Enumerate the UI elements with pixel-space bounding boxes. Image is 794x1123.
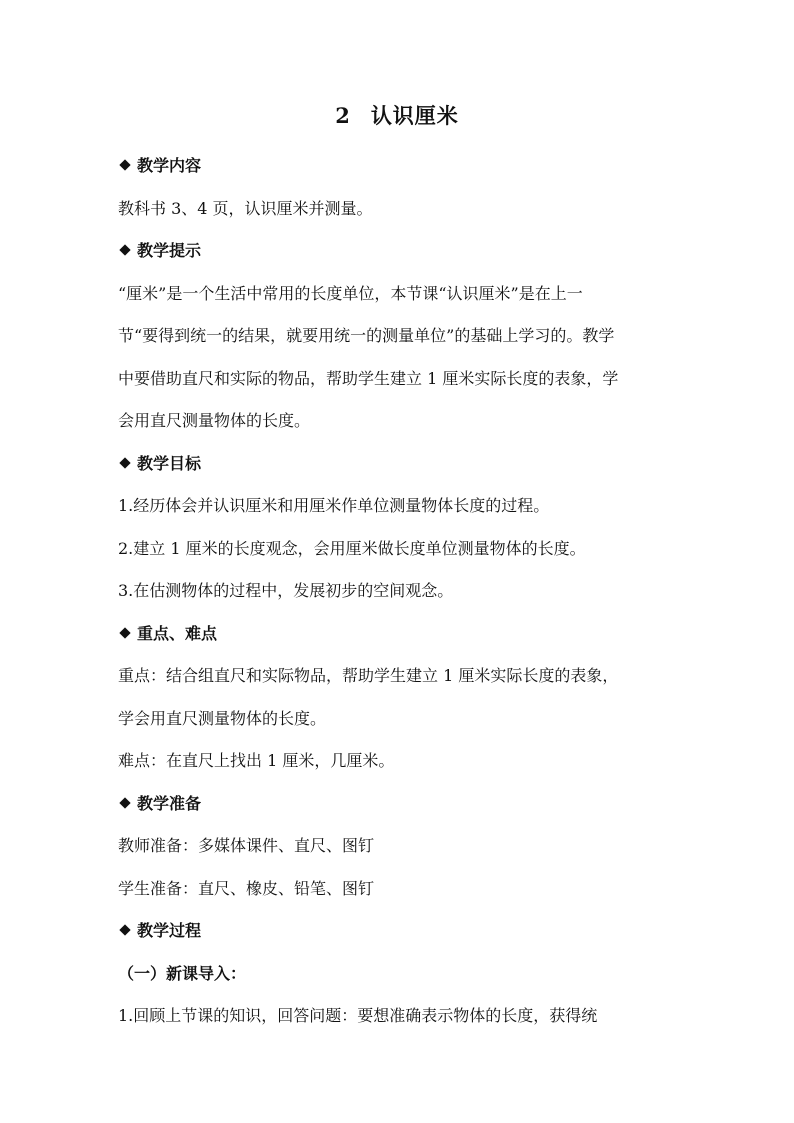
goal-item-1: 1.经历体会并认识厘米和用厘米作单位测量物体长度的过程。 <box>118 496 550 515</box>
keypoints-line-2: 学会用直尺测量物体的长度。 <box>118 708 327 728</box>
process-subheading: （一）新课导入： <box>118 963 247 983</box>
diamond-bullet-icon <box>119 627 130 638</box>
section-heading-content: 教学内容 <box>118 145 688 188</box>
tips-line-3: 中要借助直尺和实际的物品，帮助学生建立 1 厘米实际长度的表象，学 <box>118 368 619 388</box>
diamond-bullet-icon <box>119 244 130 255</box>
diamond-bullet-icon <box>119 797 130 808</box>
page-title <box>0 100 794 130</box>
process-line-1: 1.回顾上节课的知识，回答问题：要想准确表示物体的长度，获得统 <box>118 1006 598 1025</box>
section-heading-goals: 教学目标 <box>118 443 688 486</box>
section-heading-tips: 教学提示 <box>118 230 688 273</box>
content-text: 教科书 3、4 页，认识厘米并测量。 <box>118 198 373 218</box>
goal-item-2: 2.建立 1 厘米的长度观念，会用厘米做长度单位测量物体的长度。 <box>118 538 586 558</box>
keypoints-line-3: 难点：在直尺上找出 1 厘米，几厘米。 <box>118 751 395 770</box>
diamond-bullet-icon <box>119 159 130 170</box>
diamond-bullet-icon <box>119 457 130 468</box>
section-heading-prep: 教学准备 <box>118 783 688 826</box>
keypoints-line-1: 重点：结合组直尺和实际物品，帮助学生建立 1 厘米实际长度的表象， <box>118 666 619 685</box>
document-body <box>118 145 688 1038</box>
tips-line-4: 会用直尺测量物体的长度。 <box>118 411 311 430</box>
title-text: 认识厘米 <box>370 103 459 128</box>
tips-line-1: “厘米”是一个生活中常用的长度单位，本节课“认识厘米”是在上一 <box>118 283 583 303</box>
title-number: 2 <box>335 103 351 128</box>
section-heading-process: 教学过程 <box>118 910 688 953</box>
section-heading-keypoints: 重点、难点 <box>118 613 688 656</box>
prep-teacher: 教师准备：多媒体课件、直尺、图钉 <box>118 836 375 855</box>
tips-line-2: 节“要得到统一的结果，就要用统一的测量单位”的基础上学习的。教学 <box>118 326 615 345</box>
prep-student: 学生准备：直尺、橡皮、铅笔、图钉 <box>118 878 375 898</box>
goal-item-3: 3.在估测物体的过程中，发展初步的空间观念。 <box>118 581 454 600</box>
diamond-bullet-icon <box>119 924 130 935</box>
